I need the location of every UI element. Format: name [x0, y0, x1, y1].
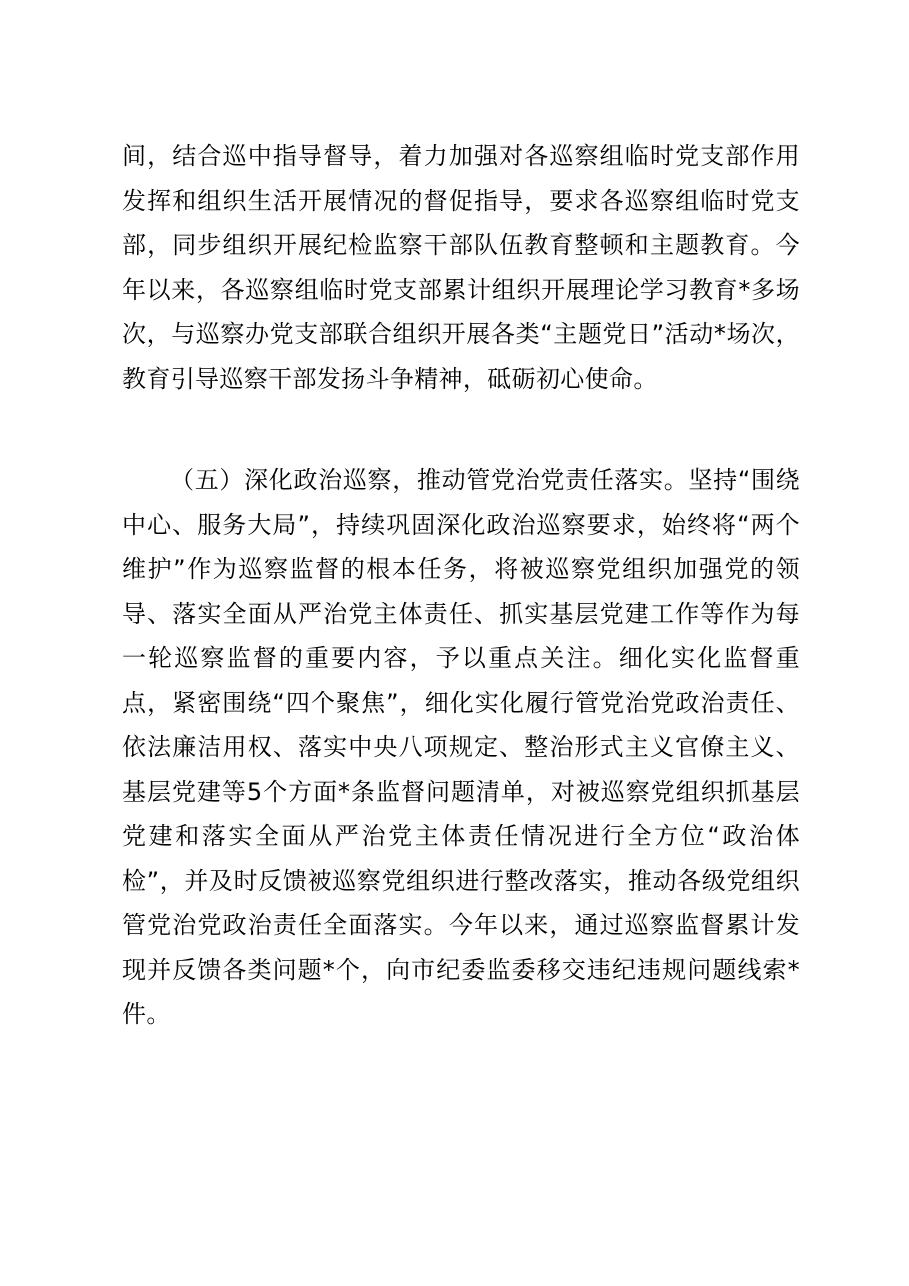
paragraph-continuation: 间，结合巡中指导督导，着力加强对各巡察组临时党支部作用发挥和组织生活开展情况的督促指导，要求各巡察组临时党支部，同步组织开展纪检监察干部队伍教育整顿和主题教育。今年以来，各巡察组临时党支部累计组织开展理论学习教育*多场次，与巡察办党支部联合组织开展各类“主题党日”活动*场次，教育引导巡察干部发扬斗争精神，砥砺初心使命。: [122, 142, 800, 393]
paragraph-section-five: （五）深化政治巡察，推动管党治党责任落实。坚持“围绕中心、服务大局”，持续巩固深化政治巡察要求，始终将“两个维护”作为巡察监督的根本任务，将被巡察党组织加强党的领导、落实全面从严治党主体责任、抓实基层党建工作等作为每一轮巡察监督的重要内容，予以重点关注。细化实化监督重点，紧密围绕“四个聚焦”，细化实化履行管党治党政治责任、依法廉洁用权、落实中央八项规定、整治形式主义官僚主义、基层党建等5个方面*条监督问题清单，对被巡察党组织抓基层党建和落实全面从严治党主体责任情况进行全方位“政治体检”，并及时反馈被巡察党组织进行整改落实，推动各级党组织管党治党政治责任全面落实。今年以来，通过巡察监督累计发现并反馈各类问题*个，向市纪委监委移交违纪违规问题线索*件。: [122, 466, 800, 1028]
